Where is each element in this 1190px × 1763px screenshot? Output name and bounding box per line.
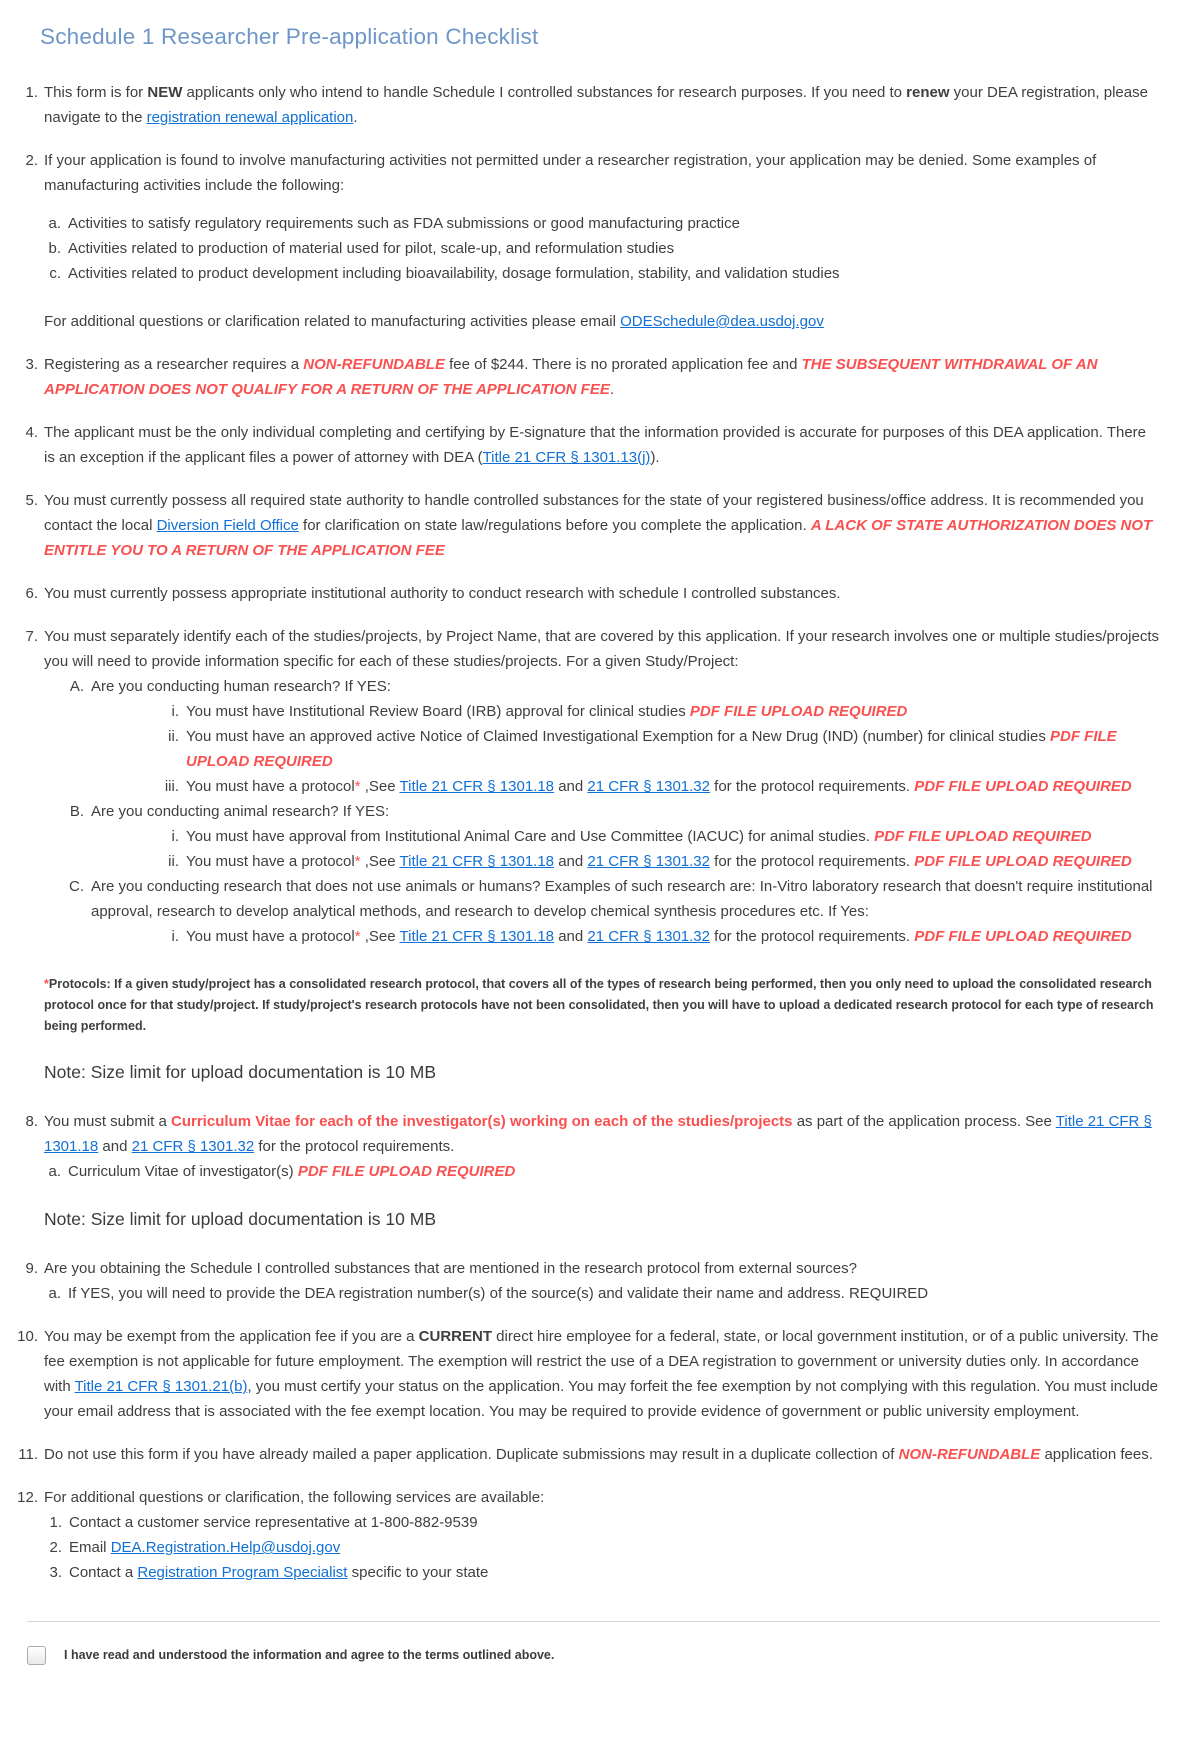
text-run: PDF FILE UPLOAD REQUIRED	[186, 728, 1117, 770]
list-marker: a.	[48, 1163, 61, 1180]
registration-program-specialist-link[interactable]: Registration Program Specialist	[137, 1564, 348, 1581]
item-body	[44, 581, 1160, 606]
list-marker: a.	[48, 215, 61, 232]
text-run: You must currently possess all required state authority to handle controlled substances for the state of your registered business/office address. It is recommended you contact the local	[44, 492, 1144, 534]
item-body	[91, 674, 1160, 799]
list-marker: 1.	[25, 84, 38, 101]
item-text	[186, 849, 1160, 874]
cfr-1301-13j-link[interactable]: Title 21 CFR § 1301.13(j)	[482, 449, 651, 466]
sublist	[155, 699, 1160, 799]
item-body	[44, 1485, 1160, 1585]
item-text	[68, 261, 1160, 286]
item-body	[44, 352, 1160, 402]
text-run: For additional questions or clarification related to manufacturing activities please email	[44, 313, 621, 330]
text-run: You must have an approved active Notice of Claimed Investigational Exemption for a New Drug (IND) (number) for clinical studies	[186, 728, 1051, 745]
text-run: *	[354, 928, 361, 945]
cfr-1301-21b-link[interactable]: Title 21 CFR § 1301.21(b)	[74, 1378, 248, 1395]
sublist	[45, 1281, 1160, 1306]
diversion-field-office-link[interactable]: Diversion Field Office	[156, 517, 299, 534]
text-run: Do not use this form if you have already mailed a paper application. Duplicate submissions may result in a duplicate collection of	[44, 1446, 899, 1463]
checklist-item-7	[14, 624, 1160, 1091]
sub-item-i	[155, 924, 1160, 949]
item-body	[186, 924, 1160, 949]
text-run: ,See	[360, 778, 400, 795]
list-marker: 2.	[25, 152, 38, 169]
text-run: ,See	[360, 853, 400, 870]
text-run: for the protocol requirements.	[709, 778, 915, 795]
text-run: specific to your state	[347, 1564, 489, 1581]
list-marker: ii.	[168, 853, 179, 870]
item-body	[186, 849, 1160, 874]
list-marker: i.	[171, 703, 179, 720]
list-marker: 7.	[25, 628, 38, 645]
item-text	[69, 1560, 1160, 1585]
list-marker: A.	[69, 678, 84, 695]
list-marker: 5.	[25, 492, 38, 509]
text-run: Curriculum Vitae of investigator(s)	[68, 1163, 298, 1180]
sublist	[155, 924, 1160, 949]
item-text	[91, 799, 1160, 824]
sublist	[46, 1510, 1160, 1585]
text-run: renew	[906, 84, 950, 101]
item-body	[68, 1281, 1160, 1306]
item-body	[44, 624, 1160, 1091]
item-text	[44, 420, 1160, 470]
registration-renewal-link[interactable]: registration renewal application	[146, 109, 354, 126]
text-run: You must have a protocol	[186, 853, 355, 870]
text-run: for the protocol requirements.	[709, 928, 915, 945]
item-body	[44, 148, 1160, 334]
text-run: PDF FILE UPLOAD REQUIRED	[689, 703, 908, 720]
text-run: Protocols: If a given study/project has a consolidated research protocol, that covers all of the types of research being performed, then you only need to upload the consolidated research protocol once for that study/project. If study/project's research protocols have not been consolidated, then you will have to upload a dedicated research protocol for each type of research being performed.	[44, 977, 1154, 1033]
text-run: You must currently possess appropriate institutional authority to conduct research with schedule I controlled substances.	[44, 585, 841, 602]
text-run: For additional questions or clarification, the following services are available:	[44, 1489, 545, 1506]
item-text	[186, 924, 1160, 949]
item-body	[186, 724, 1160, 774]
item-body	[69, 1535, 1160, 1560]
item-text	[186, 724, 1160, 774]
text-run: You must have a protocol	[186, 778, 355, 795]
text-run: Contact a	[69, 1564, 138, 1581]
sub-item-a	[45, 1281, 1160, 1306]
list-marker: 11.	[18, 1446, 38, 1463]
agreement-row	[27, 1646, 1160, 1665]
item-body	[68, 261, 1160, 286]
item-text	[44, 80, 1160, 130]
cfr-1301-32-link[interactable]: 21 CFR § 1301.32	[131, 1138, 255, 1155]
text-run: and	[554, 853, 588, 870]
list-marker: iii.	[164, 778, 179, 795]
item-text	[91, 674, 1160, 699]
text-run: and	[98, 1138, 132, 1155]
item-body	[69, 1510, 1160, 1535]
checklist	[14, 80, 1160, 1585]
sublist	[45, 1159, 1160, 1184]
item-text	[44, 581, 1160, 606]
checklist-item-2	[14, 148, 1160, 334]
list-marker: C.	[69, 878, 84, 895]
item-body	[44, 1442, 1160, 1467]
cfr-1301-18-link[interactable]: Title 21 CFR § 1301.18	[399, 853, 555, 870]
text-run: If your application is found to involve manufacturing activities not permitted under a researcher registration, your application may be denied. Some examples of manufacturing activities include the following:	[44, 152, 1097, 194]
cfr-1301-32-link[interactable]: 21 CFR § 1301.32	[587, 853, 710, 870]
cfr-1301-18-link[interactable]: Title 21 CFR § 1301.18	[399, 928, 555, 945]
text-run: your DEA registration, please navigate to the	[44, 84, 1148, 126]
text-run: NON-REFUNDABLE	[898, 1446, 1041, 1463]
text-run: direct hire employee for a federal, state, or local government institution, or of a public university. The fee exemption is not applicable for future employment. The exemption will restrict the use of a DEA registration to government or university duties only. In accordance with	[44, 1328, 1159, 1395]
text-run: application fees.	[1040, 1446, 1153, 1463]
text-run: You must have Institutional Review Board (IRB) approval for clinical studies	[186, 703, 690, 720]
text-run: PDF FILE UPLOAD REQUIRED	[874, 828, 1092, 845]
text-run: , you must certify your status on the application. You may forfeit the fee exemption by not complying with this regulation. You must include your email address that is associated with the fee exempt location. You may be required to provide evidence of government or public university employment.	[44, 1378, 1158, 1420]
text-run: ).	[650, 449, 660, 466]
odeschedule-email-link[interactable]: ODESchedule@dea.usdoj.gov	[620, 313, 824, 330]
item-body	[91, 874, 1160, 949]
list-marker: i.	[171, 828, 179, 845]
text-run: You must have a protocol	[186, 928, 355, 945]
sublist	[45, 211, 1160, 286]
agreement-checkbox[interactable]	[27, 1646, 46, 1665]
upload-size-note: Note: Size limit for upload documentation is 10 MB	[44, 1062, 436, 1082]
text-run: *	[354, 778, 361, 795]
list-marker: ii.	[168, 728, 179, 745]
list-marker: B.	[69, 803, 84, 820]
text-run: .	[609, 381, 615, 398]
item-text	[44, 1109, 1160, 1159]
text-run: Curriculum Vitae for each of the investigator(s) working on each of the studies/projects	[171, 1113, 793, 1130]
text-run: Activities related to production of material used for pilot, scale-up, and reformulation studies	[68, 240, 675, 257]
text-run: for clarification on state law/regulations before you complete the application.	[298, 517, 811, 534]
sub-item-ii	[155, 724, 1160, 774]
cfr-1301-32-link[interactable]: 21 CFR § 1301.32	[587, 778, 710, 795]
cfr-1301-18-link[interactable]: Title 21 CFR § 1301.18	[399, 778, 555, 795]
item-text	[186, 824, 1160, 849]
item-text	[186, 699, 1160, 724]
text-run: Are you obtaining the Schedule I controlled substances that are mentioned in the research protocol from external sources?	[44, 1260, 857, 1277]
text-run: PDF FILE UPLOAD REQUIRED	[914, 928, 1132, 945]
item-body	[186, 699, 1160, 724]
item-text	[44, 1442, 1160, 1467]
protocols-footnote	[44, 974, 1160, 1037]
text-run: Activities related to product development including bioavailability, dosage formulation, stability, and validation studies	[68, 265, 840, 282]
sub-item-a	[45, 211, 1160, 236]
item-text	[91, 874, 1160, 924]
list-marker: 3.	[49, 1564, 62, 1581]
item-text	[44, 148, 1160, 198]
text-run: PDF FILE UPLOAD REQUIRED	[914, 853, 1132, 870]
text-run: Are you conducting animal research? If YES:	[91, 803, 390, 820]
text-run: Email	[69, 1539, 111, 1556]
text-run: You must separately identify each of the studies/projects, by Project Name, that are covered by this application. If your research involves one or multiple studies/projects you will need to provide information specific for each of these studies/projects. For a given Study/Project:	[44, 628, 1160, 670]
page-title: Schedule 1 Researcher Pre-application Checklist	[40, 24, 539, 49]
list-marker: 6.	[25, 585, 38, 602]
sub-item-A	[66, 674, 1160, 799]
sub-item-3	[46, 1560, 1160, 1585]
checklist-item-10	[14, 1324, 1160, 1424]
text-run: This form is for	[44, 84, 148, 101]
sub-item-iii	[155, 774, 1160, 799]
checklist-item-3	[14, 352, 1160, 402]
sublist	[155, 824, 1160, 874]
list-marker: 4.	[25, 424, 38, 441]
divider	[27, 1621, 1160, 1622]
text-run: You may be exempt from the application fee if you are a	[44, 1328, 419, 1345]
text-run: THE SUBSEQUENT WITHDRAWAL OF AN APPLICATION DOES NOT QUALIFY FOR A RETURN OF THE APPLICATION FEE	[44, 356, 1098, 398]
item-body	[44, 488, 1160, 563]
text-run: Activities to satisfy regulatory requirements such as FDA submissions or good manufacturing practice	[68, 215, 740, 232]
list-marker: 12.	[17, 1489, 38, 1506]
text-run: *	[44, 977, 49, 991]
item-text	[68, 236, 1160, 261]
text-run: PDF FILE UPLOAD REQUIRED	[297, 1163, 516, 1180]
text-run: for the protocol requirements.	[254, 1138, 455, 1155]
text-run: The applicant must be the only individual completing and certifying by E-signature that the information provided is accurate for purposes of this DEA application. There is an exception if the applicant files a power of attorney with DEA (	[44, 424, 1147, 466]
text-run: Contact a customer service representative at 1-800-882-9539	[69, 1514, 478, 1531]
cfr-1301-32-link[interactable]: 21 CFR § 1301.32	[587, 928, 710, 945]
item-body	[69, 1560, 1160, 1585]
item-body	[44, 80, 1160, 130]
checklist-item-1	[14, 80, 1160, 130]
item-body	[68, 1159, 1160, 1184]
dea-registration-help-email-link[interactable]: DEA.Registration.Help@usdoj.gov	[110, 1539, 341, 1556]
sub-item-b	[45, 236, 1160, 261]
list-marker: a.	[48, 1285, 61, 1302]
text-run: fee of $244. There is no prorated application fee and	[444, 356, 802, 373]
item-body	[186, 774, 1160, 799]
list-marker: c.	[49, 265, 61, 282]
item-tail-text	[44, 309, 1160, 334]
item-body	[186, 824, 1160, 849]
list-marker: b.	[48, 240, 61, 257]
list-marker: 10.	[17, 1328, 38, 1345]
item-text	[44, 1256, 1160, 1281]
text-run: CURRENT	[418, 1328, 493, 1345]
list-marker: 9.	[25, 1260, 38, 1277]
item-text	[68, 1159, 1160, 1184]
text-run: and	[554, 928, 588, 945]
text-run: for the protocol requirements.	[709, 853, 915, 870]
checklist-item-8	[14, 1109, 1160, 1238]
text-run: PDF FILE UPLOAD REQUIRED	[914, 778, 1132, 795]
text-run: ,See	[360, 928, 400, 945]
sub-item-i	[155, 699, 1160, 724]
text-run: You must submit a	[44, 1113, 172, 1130]
text-run: NEW	[147, 84, 183, 101]
checklist-item-11	[14, 1442, 1160, 1467]
text-run: .	[353, 109, 358, 126]
item-body	[44, 1256, 1160, 1306]
checklist-item-5	[14, 488, 1160, 563]
list-marker: 8.	[25, 1113, 38, 1130]
sub-item-2	[46, 1535, 1160, 1560]
sub-item-C	[66, 874, 1160, 949]
text-run: Are you conducting human research? If YES:	[91, 678, 391, 695]
item-text	[69, 1510, 1160, 1535]
checklist-item-4	[14, 420, 1160, 470]
item-text	[68, 211, 1160, 236]
item-text	[68, 1281, 1160, 1306]
item-body	[44, 1324, 1160, 1424]
item-text	[44, 352, 1160, 402]
text-run: applicants only who intend to handle Schedule I controlled substances for research purposes. If you need to	[182, 84, 907, 101]
sub-item-1	[46, 1510, 1160, 1535]
item-body	[44, 420, 1160, 470]
item-text	[69, 1535, 1160, 1560]
text-run: *	[354, 853, 361, 870]
text-run: You must have approval from Institutional Animal Care and Use Committee (IACUC) for animal studies.	[186, 828, 875, 845]
item-body	[44, 1109, 1160, 1238]
list-marker: 3.	[25, 356, 38, 373]
sublist	[66, 674, 1160, 949]
text-run: NON-REFUNDABLE	[303, 356, 445, 373]
text-run: A LACK OF STATE AUTHORIZATION DOES NOT ENTITLE YOU TO A RETURN OF THE APPLICATION FEE	[44, 517, 1153, 559]
item-text	[44, 1324, 1160, 1424]
cfr-1301-18-link[interactable]: Title 21 CFR § 1301.18	[44, 1113, 1152, 1155]
text-run: as part of the application process. See	[792, 1113, 1056, 1130]
checklist-item-6	[14, 581, 1160, 606]
text-run: Registering as a researcher requires a	[44, 356, 304, 373]
item-text	[44, 1485, 1160, 1510]
list-marker: i.	[171, 928, 179, 945]
checklist-item-9	[14, 1256, 1160, 1306]
text-run: and	[554, 778, 588, 795]
sub-item-i	[155, 824, 1160, 849]
sub-item-ii	[155, 849, 1160, 874]
item-body	[68, 236, 1160, 261]
item-text	[44, 624, 1160, 674]
text-run: Are you conducting research that does not use animals or humans? Examples of such research are: In-Vitro laboratory research that doesn't require institutional approval, research to develop analytical methods, and research to develop chemical synthesis procedures etc. If Yes:	[91, 878, 1153, 920]
upload-size-note: Note: Size limit for upload documentation is 10 MB	[44, 1209, 436, 1229]
item-body	[91, 799, 1160, 874]
sub-item-B	[66, 799, 1160, 874]
sub-item-c	[45, 261, 1160, 286]
text-run: If YES, you will need to provide the DEA registration number(s) of the source(s) and validate their name and address. REQUIRED	[68, 1285, 929, 1302]
item-body	[68, 211, 1160, 236]
item-text	[44, 488, 1160, 563]
list-marker: 1.	[49, 1514, 62, 1531]
sub-item-a	[45, 1159, 1160, 1184]
list-marker: 2.	[49, 1539, 62, 1556]
checklist-item-12	[14, 1485, 1160, 1585]
item-text	[186, 774, 1160, 799]
agreement-label: I have read and understood the information and agree to the terms outlined above.	[64, 1648, 555, 1662]
